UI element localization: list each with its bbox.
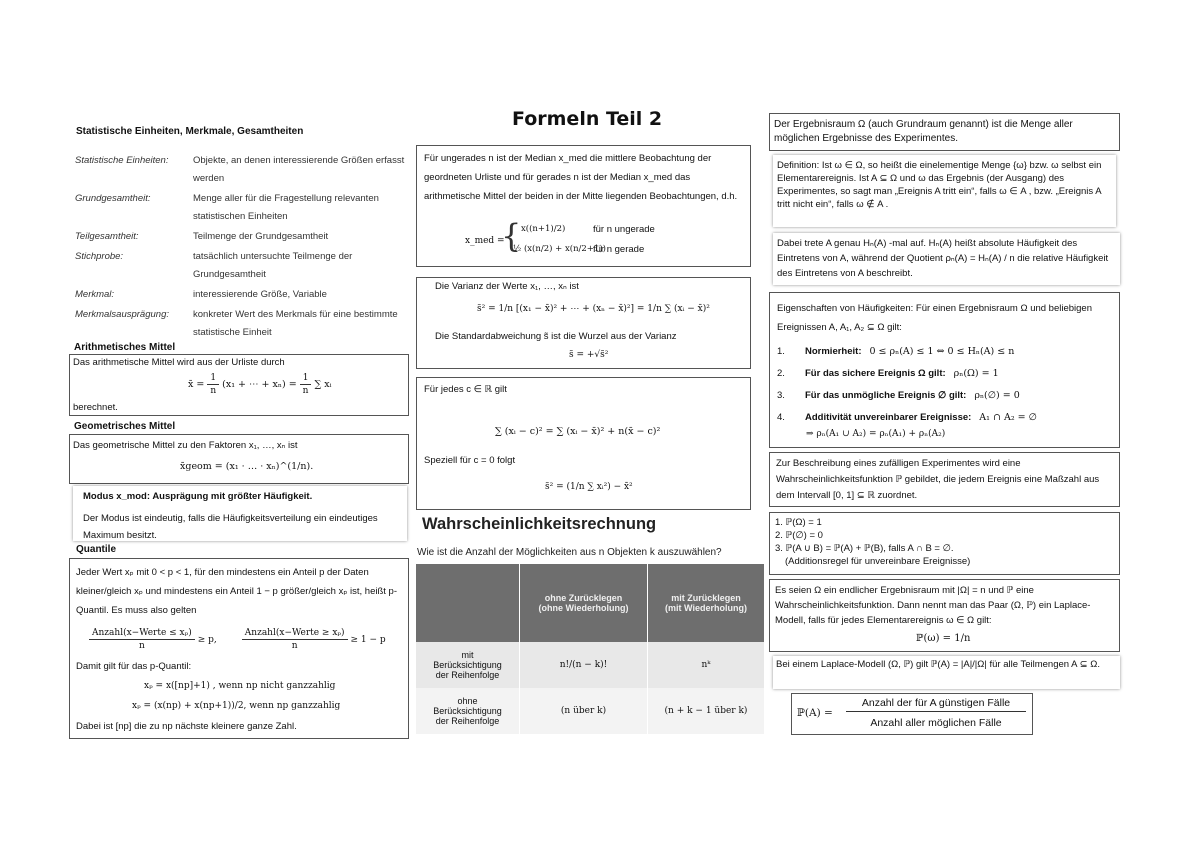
list-item-label: Für das sichere Ereignis Ω gilt:	[805, 368, 946, 379]
geo-box	[69, 434, 409, 484]
quantile-f1-den: n	[138, 641, 145, 651]
quantile-f1-rhs: ≥ p,	[197, 634, 217, 645]
table-corner	[416, 564, 520, 642]
axiome-box	[769, 512, 1120, 575]
arith-outro: berechnet.	[73, 402, 118, 413]
arith-formula: x̄ = $\frac{1}{n}$ (x₁ + ⋯ + xₙ) = $\frac{1}{n}$ ∑ xᵢ	[188, 373, 332, 396]
median-box	[416, 145, 751, 267]
list-item-number: 3.	[777, 390, 785, 401]
varianz-box	[416, 277, 751, 369]
laplace-box	[769, 579, 1120, 652]
modus-title: Modus x_mod: Ausprägung mit größter Häufigkeit.	[83, 491, 313, 502]
eigenschaften-extra: ⇒ ρₙ(A₁ ∪ A₂) = ρₙ(A₁) + ρₙ(A₂)	[806, 429, 946, 439]
c-special-formula: s̃² = (1/n ∑ xᵢ²) − x̄²	[545, 482, 633, 492]
wfunktion-text: Zur Beschreibung eines zufälligen Experimentes wird eine Wahrscheinlichkeitsfunktion ℙ gebildet, die jedem Ereignis eine Maßzahl aus dem Intervall [0, 1] ⊆ ℝ zuordnet.	[776, 458, 1100, 501]
quantile-case2: xₚ = (x(np) + x(np+1))/2, wenn np ganzzahlig	[132, 701, 341, 711]
definition-term: Grundgesamtheit:	[75, 193, 151, 204]
definition-desc: Objekte, an denen interessierende Größen erfasst werden	[193, 155, 405, 184]
section-heading-arith: Arithmetisches Mittel	[74, 342, 176, 353]
laplace-formula: ℙ(ω) = 1/n	[916, 633, 971, 644]
definition-row	[75, 248, 410, 286]
prob-question: Wie ist die Anzahl der Möglichkeiten aus n Objekten k auszuwählen?	[417, 547, 722, 558]
haeufigkeit-text: Dabei trete A genau Hₙ(A) -mal auf. Hₙ(A) heißt absolute Häufigkeit des Eintretens von A, während der Quotient ρₙ(A) = Hₙ(A) / n die relative Häufigkeit des Eintretens von A beschreibt.	[777, 238, 1109, 279]
definition-desc: Teilmenge der Grundgesamtheit	[193, 231, 329, 242]
quantile-f1-num: Anzahl(x−Werte ≤ xₚ)	[89, 627, 195, 640]
final-lhs: ℙ(A) =	[797, 707, 833, 719]
laplace-model-text: Bei einem Laplace-Modell (Ω, ℙ) gilt ℙ(A) = |A|/|Ω| für alle Teilmengen A ⊆ Ω.	[776, 659, 1100, 670]
list-item-formula: A₁ ∩ A₂ = ∅	[979, 412, 1037, 423]
list-item-formula: ρₙ(Ω) = 1	[953, 368, 999, 379]
table-header-mit: mit Zurücklegen (mit Wiederholung)	[665, 593, 747, 613]
quantile-formula	[86, 627, 386, 652]
definition-desc: Menge aller für die Fragestellung relevanten statistischen Einheiten	[193, 193, 379, 222]
quantile-f2-den: n	[291, 641, 298, 651]
wfunktion-box	[769, 452, 1120, 507]
c-intro: Für jedes c ∈ ℝ gilt	[424, 384, 507, 395]
definition-row	[75, 190, 410, 228]
table-cell: n!/(n − k)!	[520, 642, 648, 688]
quantile-f2-num: Anzahl(x−Werte ≥ xₚ)	[242, 627, 348, 640]
section-heading-geo: Geometrisches Mittel	[74, 421, 176, 432]
final-den: Anzahl aller möglichen Fälle	[870, 717, 1002, 729]
list-item-formula: ρₙ(∅) = 0	[974, 390, 1020, 401]
modus-text: Der Modus ist eindeutig, falls die Häufigkeitsverteilung ein eindeutiges Maximum besitzt.	[83, 513, 378, 541]
table-row-label: ohne Berücksichtigung der Reihenfolge	[416, 688, 520, 734]
quantile-box	[69, 558, 409, 739]
geo-formula: x̄geom = (x₁ · … · xₙ)^(1/n).	[180, 461, 314, 472]
median-case2: ½ (x(n/2) + x(n/2+1))	[513, 244, 606, 254]
arith-end: ∑ xᵢ	[314, 379, 332, 390]
std-formula: s̃ = +√s̃²	[569, 350, 609, 360]
laplace-model-box	[773, 656, 1120, 689]
modus-box	[73, 486, 407, 541]
definition-term: Statistische Einheiten:	[75, 155, 169, 166]
table-row	[416, 642, 764, 688]
var-formula: s̃² = 1/n [(x₁ − x̄)² + ⋯ + (xₙ − x̄)²] = 1/n ∑ (xᵢ − x̄)²	[477, 304, 710, 314]
c-formula: ∑ (xᵢ − c)² = ∑ (xᵢ − x̄)² + n(x̄ − c)²	[495, 426, 661, 437]
axiom-item: 1. ℙ(Ω) = 1	[775, 517, 822, 528]
prob-heading: Wahrscheinlichkeitsrechnung	[422, 515, 657, 533]
list-item	[777, 385, 1113, 407]
definition-list	[75, 152, 410, 344]
table-row-label: mit Berücksichtigung der Reihenfolge	[416, 642, 520, 688]
list-item-number: 2.	[777, 368, 785, 379]
list-item	[777, 363, 1113, 385]
definition-term: Teilgesamtheit:	[75, 231, 139, 242]
geo-intro: Das geometrische Mittel zu den Faktoren x₁, …, xₙ ist	[73, 440, 298, 451]
list-item-label: Für das unmögliche Ereignis ∅ gilt:	[805, 390, 967, 401]
definition-desc: tatsächlich untersuchte Teilmenge der Grundgesamtheit	[193, 251, 353, 280]
table-cell: nᵏ	[701, 660, 711, 670]
page-title: Formeln Teil 2	[512, 108, 663, 130]
axiom-item: 3. ℙ(A ∪ B) = ℙ(A) + ℙ(B), falls A ∩ B = ∅.	[775, 543, 954, 554]
eigenschaften-box	[769, 292, 1120, 448]
definition-term: Stichprobe:	[75, 251, 124, 262]
definition-row	[75, 152, 410, 190]
median-text: Für ungerades n ist der Median x_med die mittlere Beobachtung der geordneten Urliste und für gerades n ist der Median x_med das arithmetische Mittel der beiden in der Mitte liegenden Beobachtungen, d.h.	[424, 153, 738, 202]
section-heading-quantile: Quantile	[76, 544, 117, 555]
definition-desc: konkreter Wert des Merkmals für eine bestimmte statistische Einheit	[193, 309, 398, 338]
median-case1: x((n+1)/2)	[521, 224, 566, 234]
list-item-number: 1.	[777, 346, 785, 357]
list-item-label: Additivität unvereinbarer Ereignisse:	[805, 412, 972, 423]
definition-box	[773, 155, 1116, 227]
list-item-formula: 0 ≤ ρₙ(A) ≤ 1 ⇔ 0 ≤ Hₙ(A) ≤ n	[869, 346, 1015, 357]
table-cell: (n über k)	[520, 688, 648, 734]
arith-lhs: x̄ =	[188, 379, 205, 390]
var-intro: Die Varianz der Werte x₁, …, xₙ ist	[435, 281, 579, 292]
median-brace: {	[501, 217, 522, 255]
list-item-label: Normierheit:	[805, 346, 862, 357]
list-item	[777, 341, 1113, 363]
median-lhs: x_med =	[465, 236, 505, 246]
axiome-list	[775, 516, 970, 568]
list-item-number: 4.	[777, 412, 785, 423]
haeufigkeit-box	[773, 233, 1120, 285]
table-cell: (n + k − 1 über k)	[664, 706, 748, 716]
axiom-item: (Additionsregel für unvereinbare Ereignisse)	[785, 556, 971, 567]
std-intro: Die Standardabweichung s̃ ist die Wurzel aus der Varianz	[435, 331, 677, 342]
definition-text: Definition: Ist ω ∈ Ω, so heißt die einelementige Menge {ω} bzw. ω selbst ein Elementarereignis. Ist A ⊆ Ω und ω das Ergebnis (der Ausgang) des Experimentes, so sagt man „Ereignis A tritt ein“, falls ω ∈ A , bzw. „Ereignis A tritt nicht ein“, falls ω ∉ A .	[777, 160, 1102, 210]
table-row	[416, 688, 764, 734]
section-heading-einheiten: Statistische Einheiten, Merkmale, Gesamtheiten	[76, 126, 304, 137]
eigenschaften-intro: Eigenschaften von Häufigkeiten: Für einen Ergebnisraum Ω und beliebigen Ereignissen A, A₁, A₂ ⊆ Ω gilt:	[777, 303, 1092, 333]
quantile-case1: xₚ = x([np]+1) , wenn np nicht ganzzahlig	[144, 681, 336, 691]
median-case2-cond: für n gerade	[593, 244, 645, 255]
definition-row	[75, 306, 410, 344]
quantile-f2-rhs: ≥ 1 − p	[350, 634, 386, 645]
c-special: Speziell für c = 0 folgt	[424, 455, 516, 466]
axiom-item: 2. ℙ(∅) = 0	[775, 530, 823, 541]
arith-mid: (x₁ + ⋯ + xₙ) =	[222, 379, 297, 390]
quantile-text2: Damit gilt für das p-Quantil:	[76, 661, 192, 672]
c-box	[416, 377, 751, 510]
definition-term: Merkmal:	[75, 289, 115, 300]
definition-desc: interessierende Größe, Variable	[193, 289, 327, 300]
ergebnisraum-box	[769, 113, 1120, 151]
definition-row	[75, 228, 410, 248]
arith-box	[69, 354, 409, 416]
definition-row	[75, 286, 410, 306]
median-case1-cond: für n ungerade	[593, 224, 655, 235]
quantile-text1: Jeder Wert xₚ mit 0 < p < 1, für den mindestens ein Anteil p der Daten kleiner/gleich xₚ und mindestens ein Anteil 1 − p größer/gleich xₚ ist, heißt p-Quantil. Es muss also gelten	[76, 567, 398, 616]
table-header-ohne: ohne Zurücklegen (ohne Wiederholung)	[520, 564, 648, 642]
arith-intro: Das arithmetische Mittel wird aus der Urliste durch	[73, 357, 285, 368]
eigenschaften-list	[777, 341, 1113, 429]
ergebnisraum-text: Der Ergebnisraum Ω (auch Grundraum genannt) ist die Menge aller möglichen Ergebnisse des Experimentes.	[774, 119, 1073, 144]
final-formula-box	[791, 693, 1033, 735]
list-item	[777, 407, 1113, 429]
laplace-text: Es seien Ω ein endlicher Ergebnisraum mit |Ω| = n und ℙ eine Wahrscheinlichkeitsfunktion. Dann nennt man das Paar (Ω, ℙ) ein Laplace-Modell, falls für jedes Elementarereignis ω ∈ Ω gilt:	[775, 585, 1091, 626]
definition-term: Merkmalsausprägung:	[75, 309, 169, 320]
final-num: Anzahl der für A günstigen Fälle	[846, 697, 1026, 712]
combinatorics-table	[416, 564, 764, 734]
quantile-text3: Dabei ist [np] die zu np nächste kleinere ganze Zahl.	[76, 721, 297, 732]
